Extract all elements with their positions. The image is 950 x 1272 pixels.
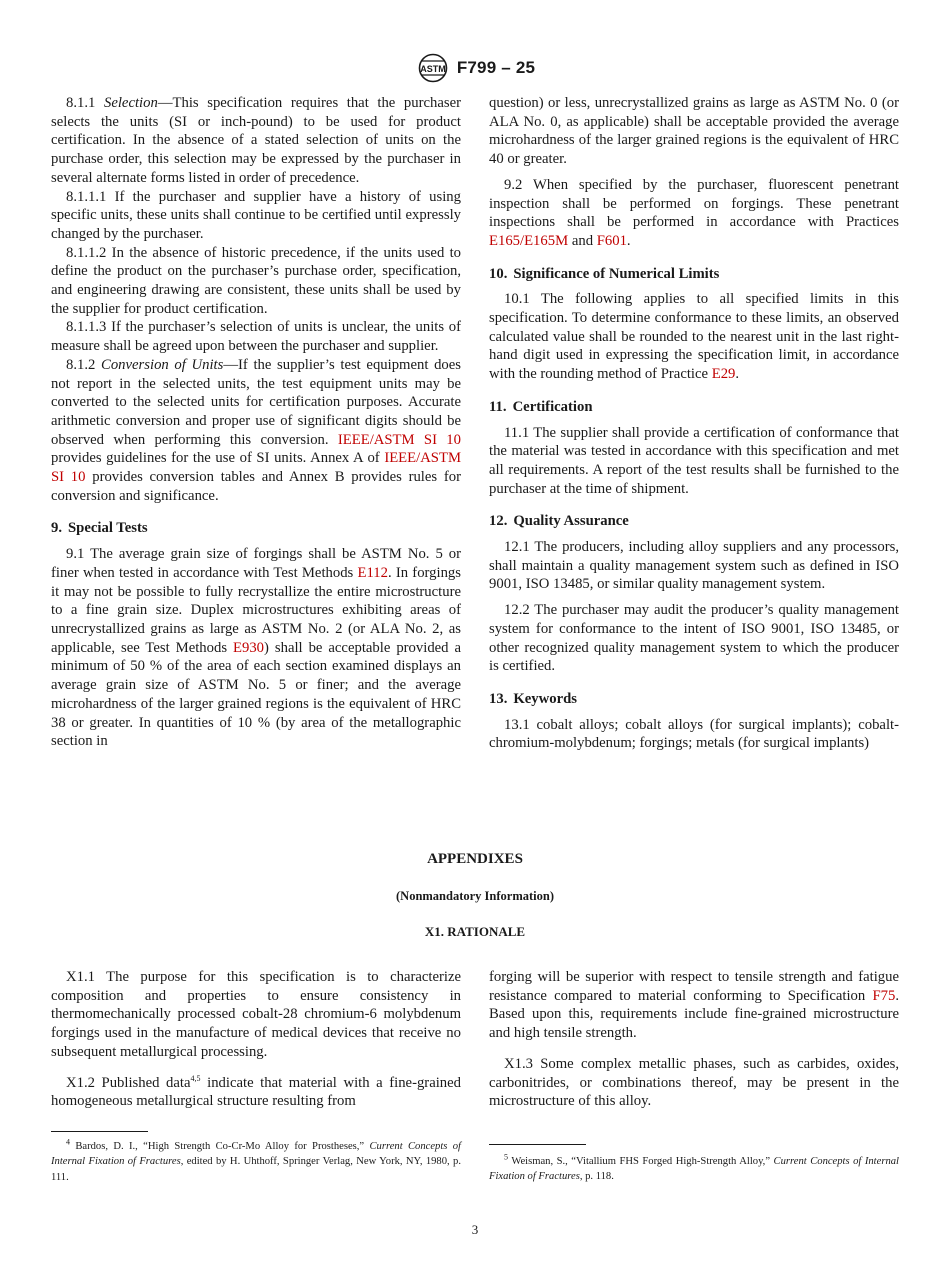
para-8-1-1-1: 8.1.1.1 If the purchaser and supplier have a history of using specific units, these units shall continue to be certified until expressly changed by the purchaser. [51, 188, 461, 242]
para-8-1-2: 8.1.2 Conversion of Units—If the supplier’s test equipment does not report in the selected units, the test equipment units may be converted to the selected units for certification purposes. Accurate arithmetic conversion and proper use of significant digits should be observed when performing this conversion. IEEE/ASTM SI 10 provides guidelines for the use of SI units. Annex A of IEEE/ASTM SI 10 provides conversion tables and Annex B provides rules for conversion and significance. [51, 356, 462, 504]
left-column [51, 94, 461, 751]
section-10-heading: 10. Significance of Numerical Limits [489, 265, 720, 282]
footnote-rule-left [51, 1131, 148, 1132]
para-12-1: 12.1 The producers, including alloy suppliers and any processors, shall maintain a quality management system such as defined in ISO 9001, ISO 13485, or similar quality management system. [489, 539, 899, 593]
astm-logo-icon [415, 53, 451, 83]
para-x1-2-continued: forging will be superior with respect to tensile strength and fatigue resistance compared to material conforming to Specification F75. Based upon this, requirements include fine-grained microstructure and high tensile strength. [489, 969, 899, 1042]
para-9-2: 9.2 When specified by the purchaser, fluorescent penetrant inspection shall be performed on forgings. These penetrant inspections shall be performed in accordance with Practices E165/E165M and F601. [489, 176, 899, 249]
para-13-1: 13.1 cobalt alloys; cobalt alloys (for surgical implants); cobalt-chromium-molybdenum; forgings; metals (for surgical implants) [489, 716, 899, 752]
appendixes-title: APPENDIXES [427, 851, 523, 867]
link-f75[interactable]: F75 [872, 987, 896, 1004]
para-10-1: 10.1 The following applies to all specified limits in this specification. To determine conformance to these limits, an observed calculated value shall be rounded to the nearest unit in the last right-hand digit used in expressing the specification limit, in accordance with the rounding method of Practice E29. [489, 291, 899, 383]
para-8-1-1-3: 8.1.1.3 If the purchaser’s selection of units is unclear, the units of measure shall be agreed upon between the purchaser and supplier. [51, 319, 461, 355]
footnote-5: $^5$ Weisman, S., “Vitallium FHS Forged High-Strength Alloy,” Current Concepts of Internal Fixation of Fractures, p. 118. [489, 1152, 899, 1183]
link-e29[interactable]: E29 [711, 366, 736, 383]
appendix-left-column [51, 968, 461, 1111]
appendixes-subtitle: (Nonmandatory Information) [396, 889, 554, 903]
para-x1-3: X1.3 Some complex metallic phases, such as carbides, oxides, carbonitrides, or combinations thereof, may be present in the microstructure of this alloy. [489, 1055, 899, 1110]
para-8-1-1-2: 8.1.1.2 In the absence of historic precedence, if the units used to define the product on the purchaser’s purchase order, specification, and engineering drawing are consistent, these units shall be used by the supplier for product certification. [51, 244, 461, 317]
para-8-1-1: 8.1.1 Selection—This specification requires that the purchaser selects the units (SI or inch-pound) to be used for product certification. In the absence of a stated selection of units on the purchase order, this selection may be expressed by the purchaser in several alternate forms listed in order of precedence. [51, 95, 462, 186]
para-9-1-continued: question) or less, unrecrystallized grains as large as ASTM No. 0 (or ALA No. 0, as applicable) shall be acceptable provided the average microhardness of the larger grained regions is the equivalent of HRC 40 or greater. [489, 95, 899, 168]
page-number: 3 [471, 1222, 479, 1237]
link-e165[interactable]: E165/E165M [489, 232, 569, 249]
section-11-heading: 11. Certification [489, 398, 593, 415]
appendix-right-column [489, 968, 899, 1111]
para-x1-1: X1.1 The purpose for this specification is to characterize composition and properties to ensure consistency in thermomechanically processed cobalt-28 chromium-6 molybdenum forgings used in the manufacture of medical devices that receive no subsequent metallurgical processing. [51, 969, 461, 1060]
section-13-heading: 13. Keywords [489, 690, 578, 707]
page-header [0, 53, 950, 83]
footnote-4: $^4$ Bardos, D. I., “High Strength Co-Cr-Mo Alloy for Prostheses,” Current Concepts of Internal Fixation of Fractures, edited by H. Uhthoff, Springer Verlag, New York, NY, 1980, p. 111. [51, 1137, 461, 1183]
link-ieee-astm-si10[interactable]: IEEE/ASTM SI 10 [337, 431, 461, 448]
para-11-1: 11.1 The supplier shall provide a certification of conformance that the material was tested in accordance with this specification and met all requirements. A report of the test results shall be furnished to the purchaser at the time of shipment. [489, 424, 899, 497]
right-column [489, 94, 899, 753]
link-e112[interactable]: E112 [357, 564, 388, 581]
para-12-2: 12.2 The purchaser may audit the producer’s quality management system for conformance to the intent of ISO 9001, ISO 13485, or other recognized quality management system to which the producer is certified. [489, 602, 899, 675]
svg-text:ASTM: ASTM [420, 64, 446, 74]
section-9-heading: 9. Special Tests [51, 520, 148, 537]
document-designation: F799 – 25 [456, 58, 536, 77]
para-9-1: 9.1 The average grain size of forgings shall be ASTM No. 5 or finer when tested in accordance with Test Methods E112. In forgings it may not be possible to fully recrystallize the entire microstructure to a fine grain size. Duplex microstructures exhibiting areas of unrecrystallized grains as large as ASTM No. 2 (or ALA No. 2, as applicable, see Test Methods E930) shall be acceptable provided a minimum of 50 % of the area of each section examined displays an average grain size of ASTM No. 5 or finer; and the average microhardness of the larger grained regions is the equivalent of HRC 38 or greater. In quantities of 10 % (by area of the metallographic section in [51, 546, 461, 750]
link-e930[interactable]: E930 [233, 639, 265, 656]
x1-heading: X1. RATIONALE [424, 924, 526, 939]
link-ieee-astm-si10-annex[interactable]: IEEE/ASTM SI 10 [51, 450, 462, 486]
section-12-heading: 12. Quality Assurance [489, 513, 629, 530]
para-x1-2: X1.2 Published data$^{4,5}$ indicate that material with a fine-grained homogeneous metallurgical structure resulting from [51, 1073, 462, 1110]
footnote-rule-right [489, 1144, 586, 1145]
link-f601[interactable]: F601 [596, 232, 627, 249]
